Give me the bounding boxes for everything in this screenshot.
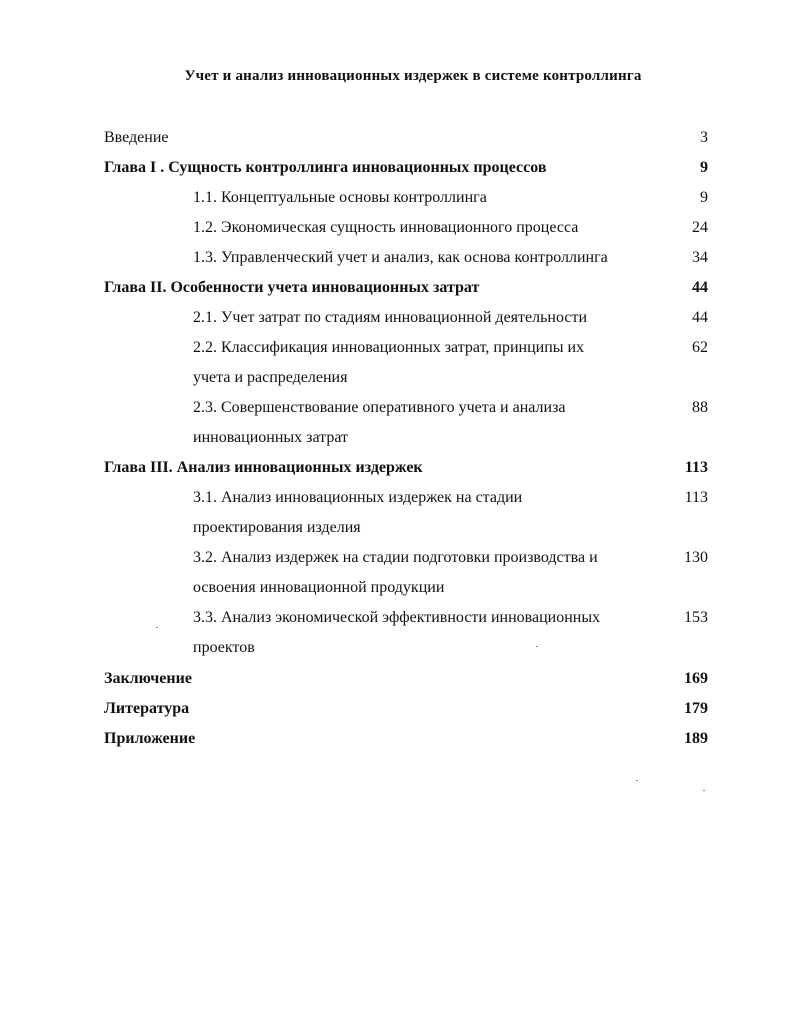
toc-section-2-3 <box>0 393 798 423</box>
toc-section-3-1 <box>0 483 798 513</box>
toc-entry-page: 9 <box>700 189 708 206</box>
toc-entry-text: Глава I . Сущность контроллинга инновационных процессов <box>104 159 547 176</box>
toc-conclusion <box>0 664 798 694</box>
toc-entry-text: Заключение <box>104 670 192 687</box>
toc-entry-text: Приложение <box>104 730 196 747</box>
toc-section-3-2-cont <box>0 573 798 603</box>
toc-entry-text: Литература <box>104 700 190 717</box>
toc-entry-text: 1.2. Экономическая сущность инновационного процесса <box>193 219 579 236</box>
toc-section-3-3-cont <box>0 633 798 663</box>
scan-speck <box>536 646 538 647</box>
toc-section-1-3 <box>0 243 798 273</box>
toc-section-2-2-cont <box>0 363 798 393</box>
toc-entry-page: 179 <box>684 700 708 717</box>
toc-section-3-1-cont <box>0 513 798 543</box>
toc-entry-text: Введение <box>104 129 169 146</box>
toc-section-1-2 <box>0 213 798 243</box>
toc-chapter-1 <box>0 153 798 183</box>
toc-entry-text: проектирования изделия <box>193 519 361 536</box>
toc-entry-text: учета и распределения <box>193 369 348 386</box>
toc-entry-text: 3.1. Анализ инновационных издержек на стадии <box>193 489 523 506</box>
toc-chapter-2 <box>0 273 798 303</box>
toc-entry-page: 130 <box>684 549 708 566</box>
toc-entry-page: 34 <box>692 249 708 266</box>
toc-section-3-2 <box>0 543 798 573</box>
document-title: Учет и анализ инновационных издержек в системе контроллинга <box>184 68 642 84</box>
toc-entry-text: 2.2. Классификация инновационных затрат, принципы их <box>193 339 585 356</box>
toc-entry-page: 62 <box>692 339 708 356</box>
toc-section-2-2 <box>0 333 798 363</box>
toc-literature <box>0 694 798 724</box>
toc-entry-page: 113 <box>684 459 708 476</box>
toc-section-2-1 <box>0 303 798 333</box>
toc-entry-page: 44 <box>692 309 708 326</box>
toc-entry-text: 2.3. Совершенствование оперативного учета и анализа <box>193 399 566 416</box>
toc-entry-text: 3.3. Анализ экономической эффективности инновационных <box>193 609 601 626</box>
toc-entry-page: 88 <box>692 399 708 416</box>
toc-entry-text: освоения инновационной продукции <box>193 579 445 596</box>
scan-speck <box>703 790 705 791</box>
toc-entry-page: 189 <box>684 730 708 747</box>
toc-section-3-3 <box>0 603 798 633</box>
toc-entry-page: 153 <box>684 609 708 626</box>
toc-entry-page: 44 <box>692 279 708 296</box>
toc-entry-text: 1.3. Управленческий учет и анализ, как основа контроллинга <box>193 249 608 266</box>
toc-entry-page: 169 <box>684 670 708 687</box>
toc-entry-text: Глава II. Особенности учета инновационных затрат <box>104 279 480 296</box>
toc-entry-text: 2.1. Учет затрат по стадиям инновационной деятельности <box>193 309 588 326</box>
toc-entry-text: 1.1. Концептуальные основы контроллинга <box>193 189 487 206</box>
toc-entry-page: 9 <box>700 159 708 176</box>
toc-entry-page: 24 <box>692 219 708 236</box>
scan-speck <box>156 627 158 628</box>
toc-entry-text: 3.2. Анализ издержек на стадии подготовки производства и <box>193 549 598 566</box>
toc-entry-page: 113 <box>684 489 708 506</box>
toc-entry-text: инновационных затрат <box>193 429 349 446</box>
toc-appendix <box>0 724 798 754</box>
toc-entry-introduction <box>0 123 798 153</box>
toc-chapter-3 <box>0 453 798 483</box>
scan-speck <box>636 780 638 781</box>
toc-entry-text: проектов <box>193 639 255 656</box>
toc-section-2-3-cont <box>0 423 798 453</box>
toc-section-1-1 <box>0 183 798 213</box>
toc-entry-page: 3 <box>700 129 708 146</box>
toc-entry-text: Глава III. Анализ инновационных издержек <box>104 459 423 476</box>
